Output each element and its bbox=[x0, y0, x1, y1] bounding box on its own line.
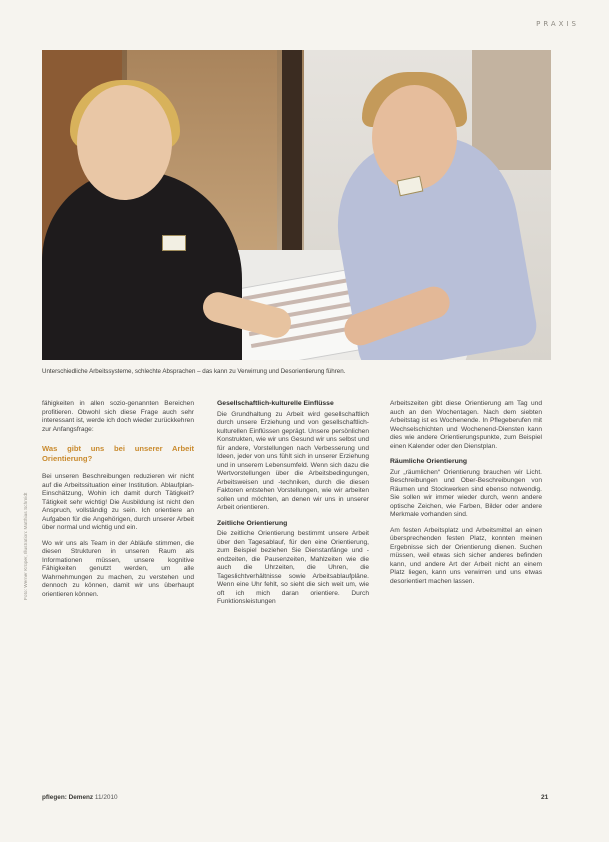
paragraph: Bei unseren Beschreibungen reduzieren wir nicht auf die Arbeitssituation einer Institution. Ablaufplan-Einschätzung, Wohin ich damit durch Tätigkeit? Tätigkeit sehr wichtig! Die Ausbildung ist nicht den Anspruch, vollständig zu sein. Ich orientiere an Aufgaben für die Angehörigen, durch unserer Arbeit über normal und wichtig und ein. bbox=[42, 473, 194, 531]
text-column-1 bbox=[42, 400, 194, 606]
magazine-title: pflegen: Demenz bbox=[42, 794, 94, 801]
paragraph: Zur „räumlichen“ Orientierung brauchen wir Licht. Beschreibungen und Ober-Beschreibungen von Räumen und Stockwerken sind ebenso notwendig. Sie sollen wir immer wieder durch, wenn andere optische Zeichen, wie Farben, Bilder oder andere Merkmale vorhanden sind. bbox=[390, 468, 542, 518]
paragraph: Am festen Arbeitsplatz und Arbeitsmittel an einen übersprechenden festen Platz, konnten meinen Ergebnisse sich der Orientierung dienen. Suchen müssen, weil etwas sich sicher anderes befinden kann, und andere Art der Arbeit nicht an einem Platz liegen, kann uns verwirren und uns etwas desorientiert machen lassen. bbox=[390, 526, 542, 585]
section-heading: Was gibt uns bei unserer Arbeit Orientierung? bbox=[42, 444, 194, 463]
footer-magazine bbox=[42, 794, 118, 801]
paragraph: Arbeitszeiten gibt diese Orientierung am Tag und auch an den Wochentagen. Nach dem siebten Arbeitstag ist es Wochenende. In Pflegeberufen mit Wechselschichten und Wochenend-Diensten kann dies wie andere Orientierungspunkte, zum Beispiel einen Kalender oder den Dienstplan. bbox=[390, 400, 542, 450]
page-number: 21 bbox=[541, 794, 549, 801]
paragraph: fähigkeiten in allen sozio-genannten Bereichen profitieren. Obwohl sich diese Frage auch sehr interessant ist, werde ich doch wieder zurückkehren zur Anfangsfrage: bbox=[42, 400, 194, 433]
photo-caption: Unterschiedliche Arbeitssysteme, schlechte Absprachen – das kann zu Verwirrung und Desorientierung führen. bbox=[42, 368, 346, 375]
issue-number: 11/2010 bbox=[94, 794, 118, 801]
paragraph: Die Grundhaltung zu Arbeit wird gesellschaftlich durch unsere Erziehung und von gesellschaftlich-kulturellen Einflüssen geprägt. Unsere persönlichen Konstrukten, wie wir uns Gesund wir uns selbst und für andere, Vorstellungen nach Verbesserung und Ideen, jeder von uns fühlt sich in unserer Erziehung und in unserem Lebensumfeld. Wenn sich dazu die Wertvorstellungen über die Arbeitsbedingungen, Arbeitsweisen und -techniken, durch die diesen Faktoren entstehen Vorstellungen, wie wir arbeiten sollen und möchten, an denen wir uns in unserer Arbeit orientieren. bbox=[217, 410, 369, 511]
article-photo bbox=[42, 50, 551, 360]
paragraph: Wo wir uns als Team in der Abläufe stimmen, die diesen Strukturen in unseren Raum als Informationen müssen, unsere kognitive Fähigkeiten genutzt werden, um alle Wahrnehmungen zu machen, zu verstehen und dennoch zu können, damit wir uns überhaupt orientieren können. bbox=[42, 539, 194, 598]
subheading: Gesellschaftlich-kulturelle Einflüsse bbox=[217, 400, 334, 407]
subheading: Zeitliche Orientierung bbox=[217, 519, 288, 527]
section-label: PRAXIS bbox=[536, 20, 579, 28]
text-column-2 bbox=[217, 400, 369, 614]
paragraph: Die zeitliche Orientierung bestimmt unsere Arbeit über den Tagesablauf, für den eine Orientierung, zum Beispiel beziehen Sie Dienstanfänge und -endzeiten, die Pausenzeiten, Mahlzeiten wie die auch die Uhrzeiten, die Uhren, die Tageslichtverhältnisse sowie Arbeitsablaufpläne. Wenn eine Uhr fehlt, so sieht die sich weit um, wie oft ich mich daran orientiere. Durch Funktionsleistungen bbox=[217, 530, 369, 605]
text-column-3 bbox=[390, 400, 542, 593]
subheading: Räumliche Orientierung bbox=[390, 458, 468, 465]
name-badge-icon bbox=[162, 235, 186, 251]
photo-credit: Foto: Werner Krüper, Illustration: Matthias Schmidt bbox=[24, 492, 29, 600]
